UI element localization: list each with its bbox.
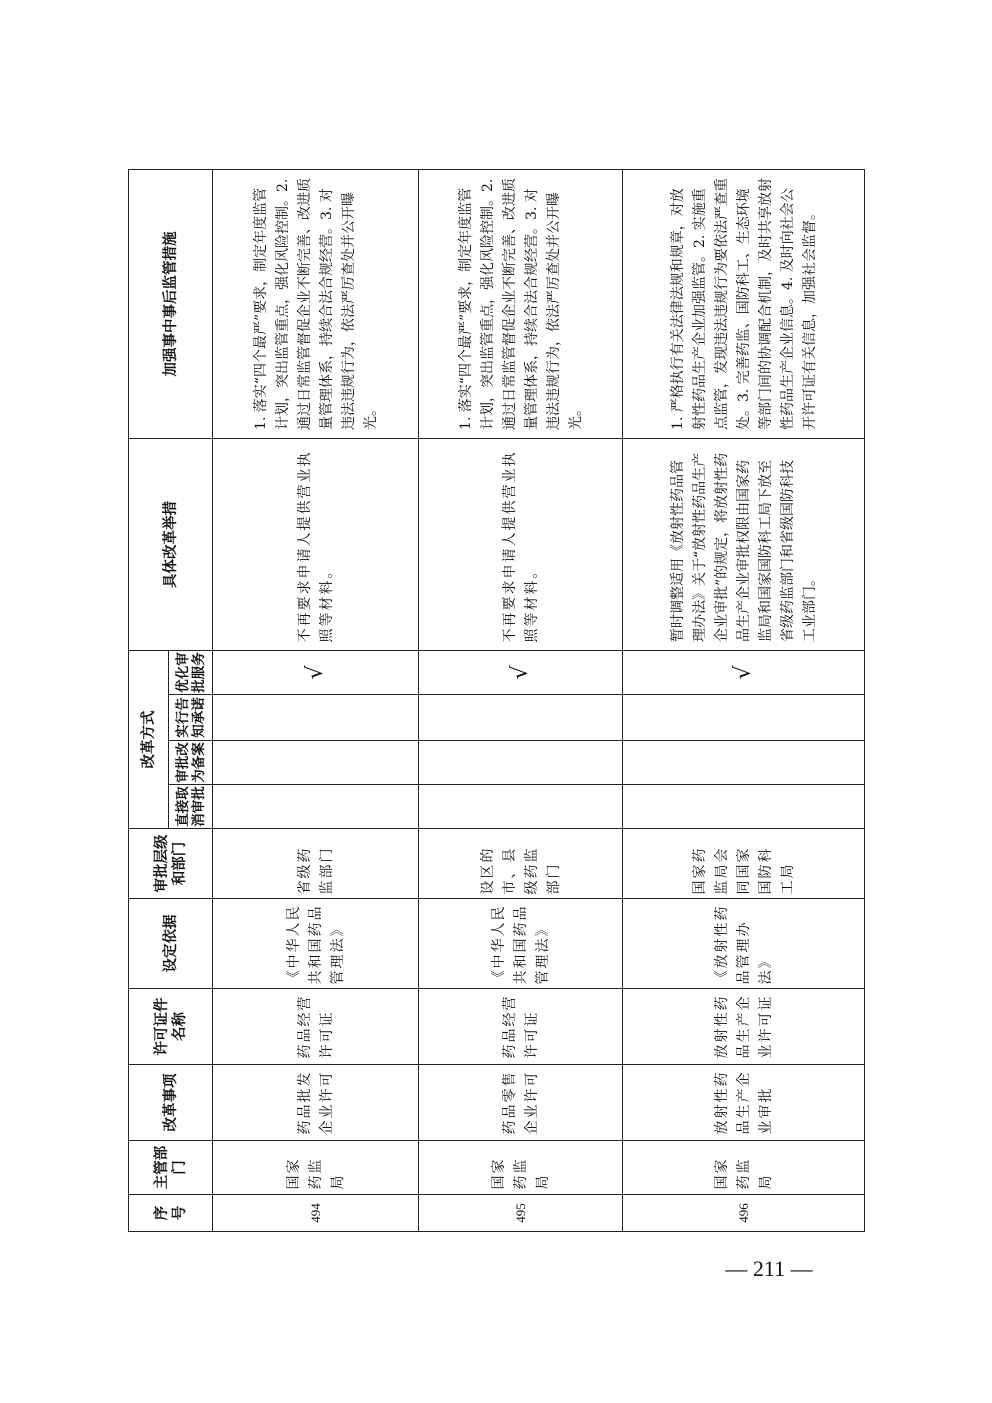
check-mark: √ <box>419 651 623 695</box>
dept-cell: 国家药监局 <box>285 1157 346 1190</box>
supervision-cell: 1. 落实“四个最严”要求，制定年度监管计划，突出监管重点，强化风险控制。2. 通过日常监管督促企业不断完善、改进质量管理体系，持续合法合规经营。3. 对违法违规行为，依法严厉查处并公开曝光。 <box>213 170 419 439</box>
header-mode-record: 审批改为备案 <box>169 741 213 785</box>
table-row <box>213 170 419 1232</box>
header-level: 审批层级和部门 <box>129 829 213 899</box>
reform-table <box>128 169 865 1232</box>
rotated-table-container <box>128 170 864 1232</box>
check-mark: √ <box>623 651 865 695</box>
supervision-cell: 1. 落实“四个最严”要求，制定年度监管计划，突出监管重点，强化风险控制。2. 通过日常监管督促企业不断完善、改进质量管理体系，持续合法合规经营。3. 对违法违规行为，依法严厉查处并公开曝光。 <box>419 170 623 439</box>
measures-cell: 不再要求申请人提供营业执照等材料。 <box>296 450 335 643</box>
level-cell: 设区的市、县级药监部门 <box>479 846 562 895</box>
header-mode-optimize: 优化审批服务 <box>169 651 213 695</box>
level-cell: 国家药监局会同国家国防科工局 <box>691 846 796 895</box>
check-mark: √ <box>213 651 419 695</box>
mode-cancel-cell <box>419 785 623 829</box>
header-serial: 序号 <box>129 1195 213 1232</box>
serial-cell: 495 <box>419 1195 623 1232</box>
license-cell: 药品经营许可证 <box>296 994 335 1059</box>
serial-cell: 496 <box>623 1195 865 1232</box>
basis-cell: 《放射性药品管理办法》 <box>713 904 774 985</box>
header-mode-group: 改革方式 <box>129 651 169 829</box>
mode-record-cell <box>419 741 623 785</box>
supervision-cell: 1. 严格执行有关法律法规和规章，对放射性药品生产企业加强监管。2. 实施重点监管，发现违法违规行为要依法严查重处。3. 完善药监、国防科工、生态环境等部门间的协调配合机制，及时共享放射性药品生产企业信息。4. 及时向社会公开许可证有关信息，加强社会监督。 <box>623 170 865 439</box>
mode-record-cell <box>213 741 419 785</box>
header-mode-notice: 实行告知承诺 <box>169 695 213 741</box>
basis-cell: 《中华人民共和国药品管理法》 <box>285 904 346 985</box>
measures-cell: 不再要求申请人提供营业执照等材料。 <box>501 450 540 643</box>
basis-cell: 《中华人民共和国药品管理法》 <box>490 904 551 985</box>
header-basis: 设定依据 <box>129 899 213 989</box>
page-number: — 211 — <box>725 1256 813 1281</box>
item-cell: 药品零售企业许可 <box>501 1070 540 1135</box>
dept-cell: 国家药监局 <box>490 1157 551 1190</box>
mode-record-cell <box>623 741 865 785</box>
license-cell: 放射性药品生产企业许可证 <box>713 994 774 1059</box>
header-item: 改革事项 <box>129 1065 213 1141</box>
license-cell: 药品经营许可证 <box>501 994 540 1059</box>
header-mode-cancel: 直接取消审批 <box>169 785 213 829</box>
item-cell: 放射性药品生产企业审批 <box>713 1070 774 1135</box>
mode-notice-cell <box>213 695 419 741</box>
mode-notice-cell <box>623 695 865 741</box>
item-cell: 药品批发企业许可 <box>296 1070 335 1135</box>
measures-cell: 暂时调整适用《放射性药品管理办法》关于“放射性药品生产企业审批”的规定，将放射性药品生产企业审批权限由国家药监局和国家国防科工局下放至省级药监部门和省级国防科技工业部门。 <box>623 439 865 651</box>
header-row-1 <box>129 170 169 1232</box>
dept-cell: 国家药监局 <box>713 1157 774 1190</box>
table-row <box>419 170 623 1232</box>
mode-notice-cell <box>419 695 623 741</box>
header-measures: 具体改革举措 <box>129 439 213 651</box>
header-license: 许可证件名称 <box>129 989 213 1065</box>
mode-cancel-cell <box>213 785 419 829</box>
header-supervision: 加强事中事后监管措施 <box>129 170 213 439</box>
header-dept: 主管部门 <box>129 1141 213 1195</box>
mode-cancel-cell <box>623 785 865 829</box>
level-cell: 省级药监部门 <box>296 846 335 895</box>
serial-cell: 494 <box>213 1195 419 1232</box>
table-row <box>623 170 865 1232</box>
